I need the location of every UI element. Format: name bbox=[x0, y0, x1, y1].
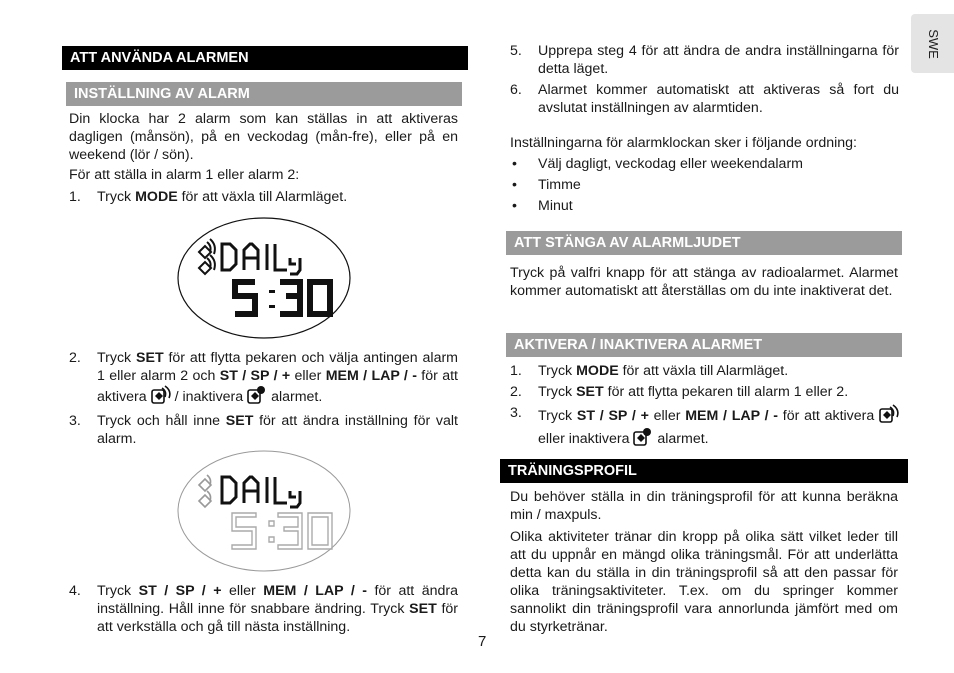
bullet-1-text: Välj dagligt, veckodag eller weekendalarm bbox=[538, 156, 803, 172]
step-3-text: Tryck och håll inne SET för att ändra inställning för valt alarm. bbox=[97, 413, 458, 447]
step-4-text: Tryck ST / SP / + eller MEM / LAP / - för att ändra inställning. Håll inne för snabbare ändring. Tryck SET för att verkställa och gå till nästa inställning. bbox=[97, 583, 459, 635]
step-3-number: 3. bbox=[69, 413, 81, 429]
toggle-step-3-text: Tryck ST / SP / + eller MEM / LAP / - för att aktivera eller inaktivera alarmet. bbox=[538, 404, 899, 450]
lcd-display-active bbox=[176, 216, 352, 340]
alarm-off-icon bbox=[247, 385, 267, 405]
training-profile-p2: Olika aktiviteter tränar din kropp på olika sätt vilket leder till att du uppnår en mängd olika träningsmål. För att underlätta detta kan du ställa in din träningsprofil så att den passar för olika träningsaktiviteter. T.ex. om du springer kommer sannolikt din träningsprofil vara annorlunda jämfört med om du styrketränar. bbox=[510, 529, 898, 635]
toggle-step-3-number: 3. bbox=[510, 405, 522, 421]
step-2-text: Tryck SET för att flytta pekaren och välja antingen alarm 1 eller alarm 2 och ST / SP / + eller MEM / LAP / - för att aktivera / inaktivera alarmet. bbox=[97, 350, 459, 405]
toggle-step-1-number: 1. bbox=[510, 363, 522, 379]
step-6-number: 6. bbox=[510, 82, 522, 98]
subsection-header-alarm-setting: INSTÄLLNING AV ALARM bbox=[66, 82, 462, 106]
subsection-header-stop-alarm: ATT STÄNGA AV ALARMLJUDET bbox=[506, 231, 902, 255]
intro-paragraph: Din klocka har 2 alarm som kan ställas in att aktiveras dagligen (månsön), på en veckodag (mån-fre), eller på en weekend (lör / sön). bbox=[69, 111, 458, 163]
display-2-label: DAILy bbox=[176, 449, 179, 450]
step-5-number: 5. bbox=[510, 43, 522, 59]
order-intro: Inställningarna för alarmklockan sker i följande ordning: bbox=[510, 135, 857, 151]
toggle-step-2-number: 2. bbox=[510, 384, 522, 400]
section-header-training-profile: TRÄNINGSPROFIL bbox=[500, 459, 908, 483]
bullet-1-marker: • bbox=[512, 156, 517, 172]
language-tab bbox=[911, 14, 954, 73]
bullet-3-marker: • bbox=[512, 198, 517, 214]
alarm-on-icon bbox=[151, 385, 171, 405]
display-1-label: DAILy bbox=[176, 216, 179, 217]
step-4-number: 4. bbox=[69, 583, 81, 599]
subsection-header-toggle-alarm: AKTIVERA / INAKTIVERA ALARMET bbox=[506, 333, 902, 357]
language-tab-label: SWE bbox=[925, 28, 941, 59]
toggle-step-2-text: Tryck SET för att flytta pekaren till alarm 1 eller 2. bbox=[538, 384, 849, 400]
alarm-on-icon bbox=[879, 404, 899, 424]
step-1-number: 1. bbox=[69, 189, 81, 205]
toggle-step-1-text: Tryck MODE för att växla till Alarmläget. bbox=[538, 363, 789, 379]
step-2-number: 2. bbox=[69, 350, 81, 366]
bullet-3-text: Minut bbox=[538, 198, 573, 214]
step-5-text: Upprepa steg 4 för att ändra de andra inställningarna för detta läget. bbox=[538, 43, 899, 77]
how-to-text: För att ställa in alarm 1 eller alarm 2: bbox=[69, 167, 300, 183]
bullet-2-marker: • bbox=[512, 177, 517, 193]
section-header-using-alarms: ATT ANVÄNDA ALARMEN bbox=[62, 46, 468, 70]
bullet-2-text: Timme bbox=[538, 177, 581, 193]
step-6-text: Alarmet kommer automatiskt att aktiveras så fort du avslutat inställningen av alarmtiden. bbox=[538, 82, 899, 116]
step-1-text: Tryck MODE för att växla till Alarmläget. bbox=[97, 189, 348, 205]
page-number: 7 bbox=[478, 633, 487, 650]
training-profile-p1: Du behöver ställa in din träningsprofil för att kunna beräkna min / maxpuls. bbox=[510, 489, 898, 523]
alarm-off-icon bbox=[633, 427, 653, 447]
lcd-display-flashing bbox=[176, 449, 352, 573]
stop-alarm-text: Tryck på valfri knapp för att stänga av radioalarmet. Alarmet kommer automatiskt att återställas om du inte inaktiverat det. bbox=[510, 265, 898, 299]
